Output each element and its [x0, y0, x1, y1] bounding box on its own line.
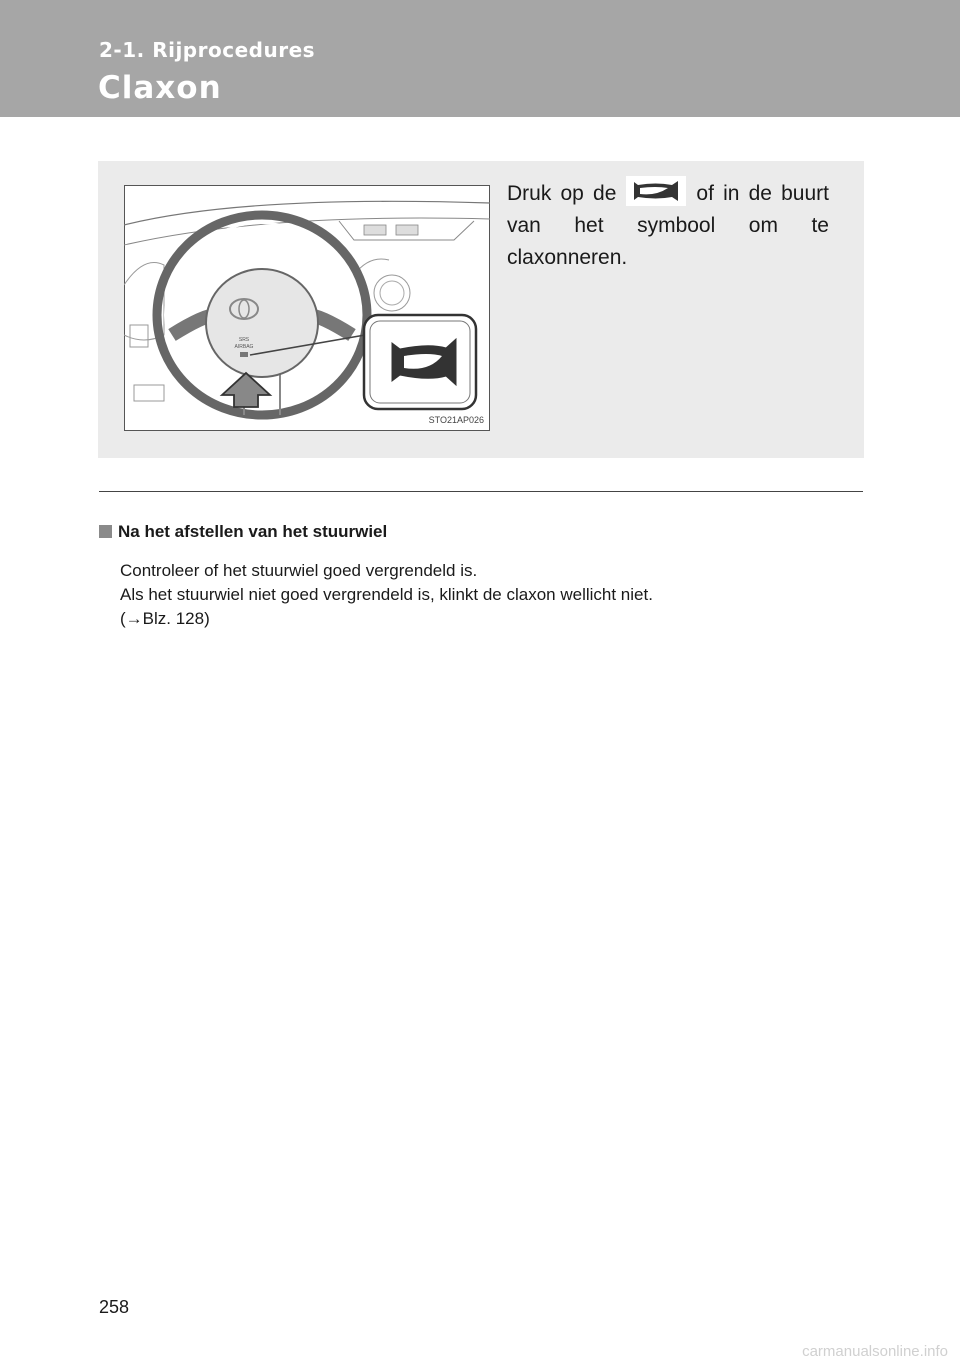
note-heading: [99, 522, 387, 542]
bullet-square-icon: [99, 525, 112, 538]
page-header: [0, 0, 960, 117]
figure-code: STO21AP026: [428, 415, 484, 425]
horn-inline-icon: [626, 176, 686, 206]
figure-panel: [98, 161, 864, 458]
instruction-text: [507, 178, 829, 274]
note-body: [120, 559, 653, 631]
page-number: 258: [99, 1297, 130, 1317]
airbag-label-1: SRS: [238, 337, 250, 343]
section-divider: [99, 491, 863, 492]
page-reference-link[interactable]: (→Blz. 128): [120, 609, 210, 628]
note-line: Als het stuurwiel niet goed vergrendeld is, klinkt de claxon wellicht niet.: [120, 585, 653, 604]
page-title: Claxon: [98, 70, 222, 106]
airbag-label-2: AIRBAG: [234, 344, 254, 350]
instruction-text-after: of in de buurt van het symbool om te claxonneren.: [507, 182, 829, 269]
instruction-text-before: Druk op de: [507, 182, 617, 205]
steering-wheel-illustration: [124, 185, 490, 431]
section-label: 2-1. Rijprocedures: [99, 38, 316, 62]
watermark: carmanualsonline.info: [802, 1343, 948, 1360]
note-heading-text: Na het afstellen van het stuurwiel: [118, 522, 388, 541]
note-line: Controleer of het stuurwiel goed vergrendeld is.: [120, 561, 478, 580]
